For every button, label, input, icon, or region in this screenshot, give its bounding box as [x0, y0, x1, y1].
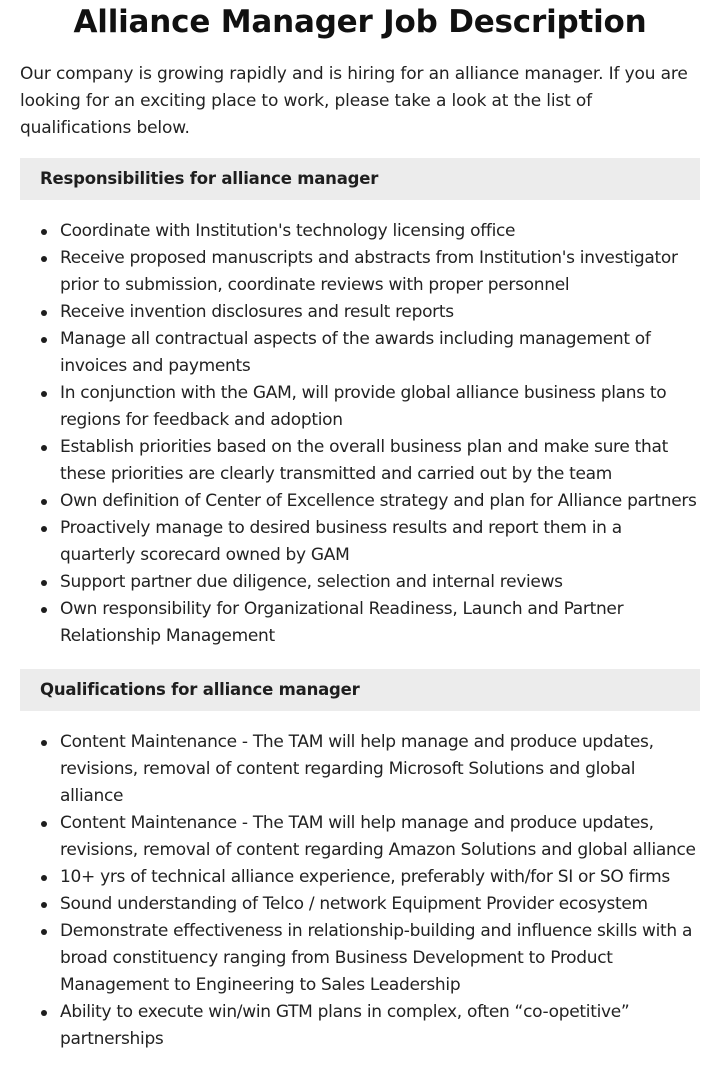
- bullet-icon: [41, 391, 47, 397]
- page-title: Alliance Manager Job Description: [73, 4, 647, 40]
- list-item: [20, 918, 700, 999]
- list-item: [20, 488, 700, 515]
- bullet-icon: [41, 229, 47, 235]
- bullet-icon: [41, 1010, 47, 1016]
- list-item: [20, 864, 700, 891]
- list-item-text: 10+ yrs of technical alliance experience, preferably with/for SI or SO firms: [60, 867, 670, 887]
- list-item: [20, 299, 700, 326]
- list-item-text: Own responsibility for Organizational Readiness, Launch and Partner Relationship Management: [60, 599, 624, 646]
- responsibilities-heading: Responsibilities for alliance manager: [20, 158, 700, 200]
- list-item-text: Support partner due diligence, selection and internal reviews: [60, 572, 563, 592]
- bullet-icon: [41, 740, 47, 746]
- bullet-icon: [41, 821, 47, 827]
- bullet-icon: [41, 499, 47, 505]
- bullet-icon: [41, 445, 47, 451]
- bullet-icon: [41, 929, 47, 935]
- bullet-icon: [41, 256, 47, 262]
- list-item-text: Sound understanding of Telco / network Equipment Provider ecosystem: [60, 894, 648, 914]
- bullet-icon: [41, 607, 47, 613]
- list-item-text: Receive invention disclosures and result reports: [60, 302, 454, 322]
- list-item: [20, 891, 700, 918]
- bullet-icon: [41, 902, 47, 908]
- list-item-text: Content Maintenance - The TAM will help manage and produce updates, revisions, removal of content regarding Amazon Solutions and global alliance: [60, 813, 696, 860]
- list-item: [20, 729, 700, 810]
- list-item-text: Ability to execute win/win GTM plans in complex, often “co-opetitive” partnerships: [60, 1002, 630, 1049]
- intro-paragraph: Our company is growing rapidly and is hiring for an alliance manager. If you are looking for an exciting place to work, please take a look at the list of qualifications below.: [20, 64, 688, 138]
- list-item: [20, 326, 700, 380]
- list-item-text: Manage all contractual aspects of the awards including management of invoices and payments: [60, 329, 651, 376]
- list-item-text: Coordinate with Institution's technology licensing office: [60, 221, 516, 241]
- bullet-icon: [41, 875, 47, 881]
- list-item-text: Own definition of Center of Excellence strategy and plan for Alliance partners: [60, 491, 697, 511]
- qualifications-list: [20, 729, 700, 1053]
- list-item: [20, 245, 700, 299]
- list-item-text: Receive proposed manuscripts and abstracts from Institution's investigator prior to submission, coordinate reviews with proper personnel: [60, 248, 678, 295]
- bullet-icon: [41, 526, 47, 532]
- bullet-icon: [41, 337, 47, 343]
- list-item: [20, 596, 700, 650]
- bullet-icon: [41, 580, 47, 586]
- bullet-icon: [41, 310, 47, 316]
- list-item: [20, 999, 700, 1053]
- list-item-text: Demonstrate effectiveness in relationship-building and influence skills with a broad constituency ranging from Business Development to Product Management to Engineering to Sales Leadership: [60, 921, 693, 995]
- list-item-text: Establish priorities based on the overall business plan and make sure that these priorities are clearly transmitted and carried out by the team: [60, 437, 668, 484]
- list-item-text: Content Maintenance - The TAM will help manage and produce updates, revisions, removal of content regarding Microsoft Solutions and global alliance: [60, 732, 654, 806]
- list-item-text: In conjunction with the GAM, will provide global alliance business plans to regions for feedback and adoption: [60, 383, 667, 430]
- qualifications-heading: Qualifications for alliance manager: [20, 669, 700, 711]
- list-item: [20, 569, 700, 596]
- list-item: [20, 380, 700, 434]
- list-item: [20, 218, 700, 245]
- list-item: [20, 434, 700, 488]
- list-item: [20, 810, 700, 864]
- list-item-text: Proactively manage to desired business results and report them in a quarterly scorecard owned by GAM: [60, 518, 622, 565]
- list-item: [20, 515, 700, 569]
- responsibilities-list: [20, 218, 700, 650]
